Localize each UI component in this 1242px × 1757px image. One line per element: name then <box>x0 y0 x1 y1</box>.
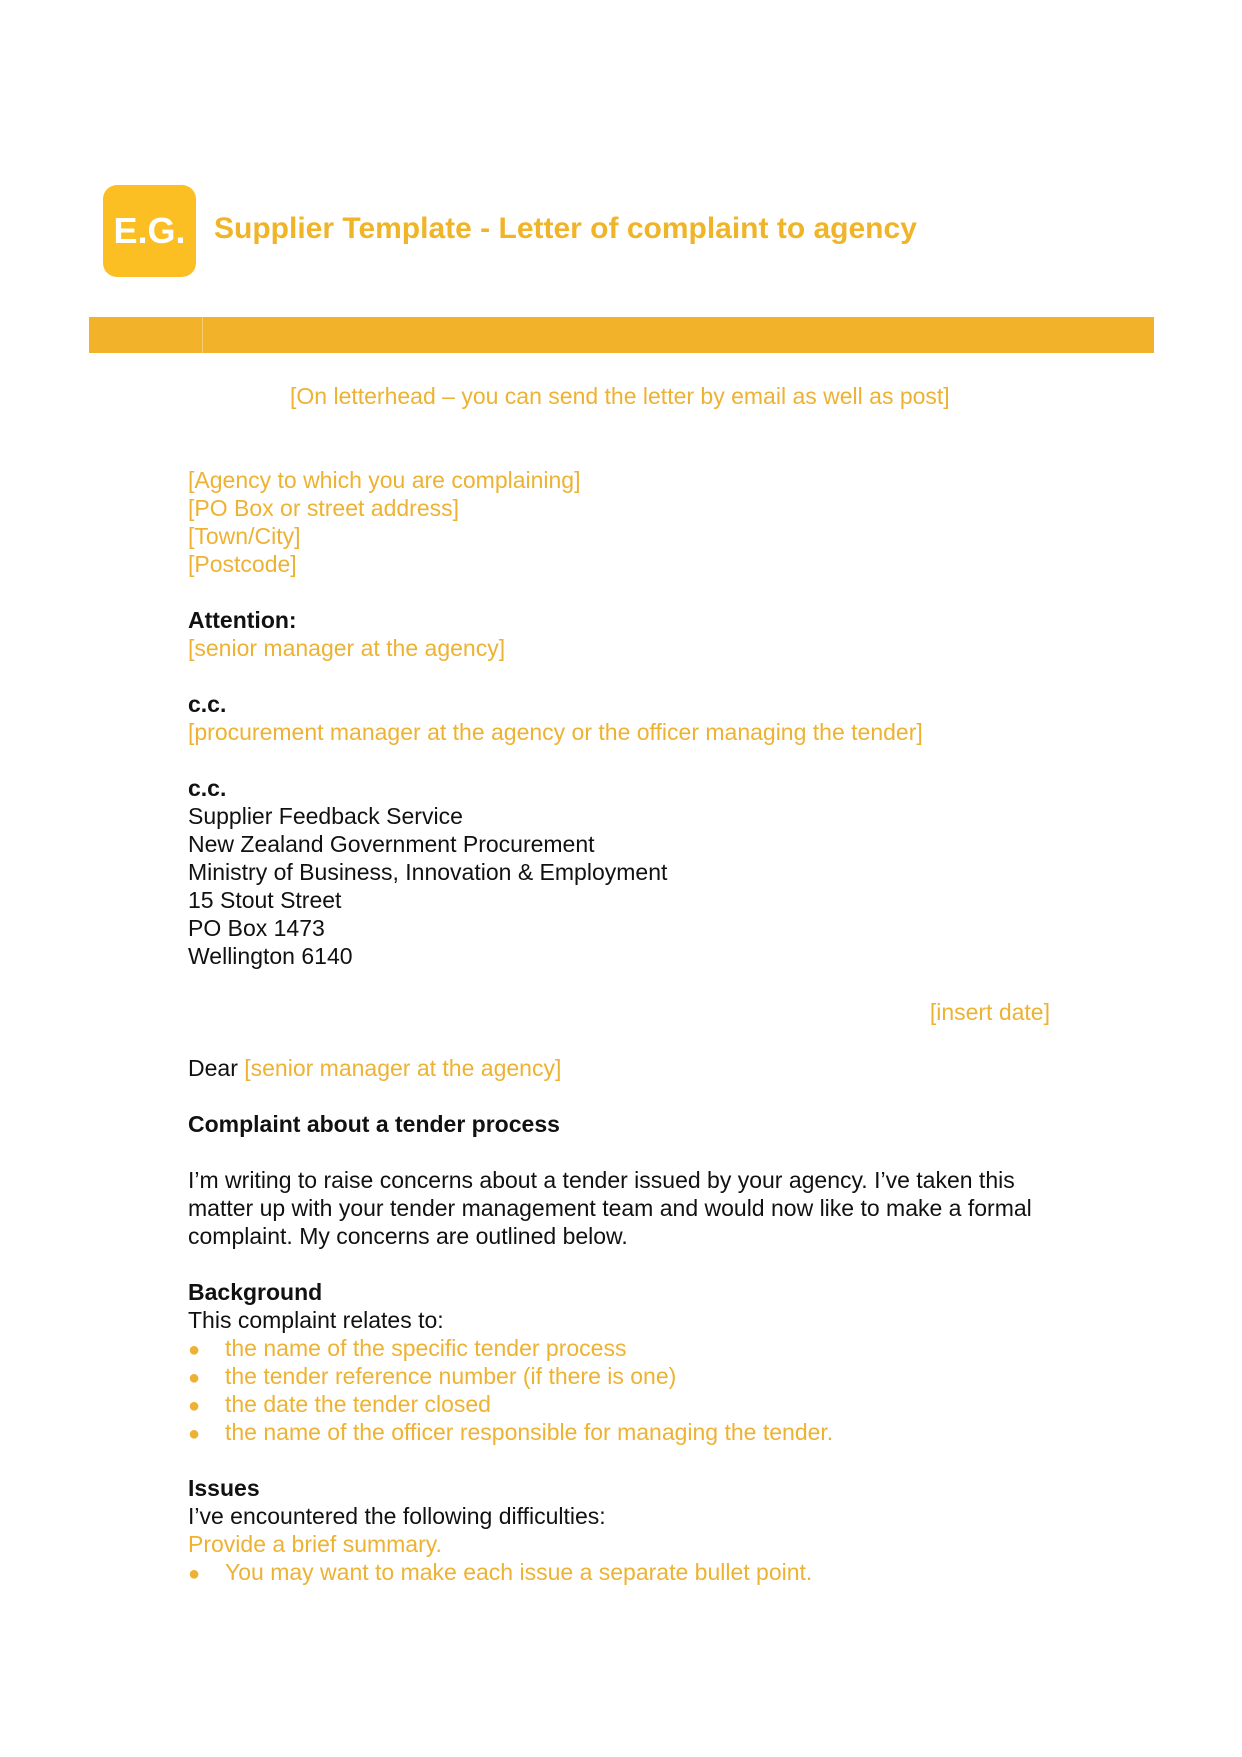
issues-heading: Issues <box>188 1475 260 1501</box>
cc-value-1: [procurement manager at the agency or the officer managing the tender] <box>188 719 923 745</box>
salutation-name: [senior manager at the agency] <box>244 1055 562 1081</box>
recipient-town: [Town/City] <box>188 523 301 549</box>
list-item: ● You may want to make each issue a separate bullet point. <box>188 1558 812 1588</box>
document-title: Supplier Template - Letter of complaint to agency <box>214 212 917 245</box>
recipient-agency: [Agency to which you are complaining] <box>188 467 581 493</box>
bullet-icon: ● <box>188 1367 201 1389</box>
bullet-icon: ● <box>188 1563 201 1585</box>
issues-summary: Provide a brief summary. <box>188 1531 442 1557</box>
cc-line: Supplier Feedback Service <box>188 803 463 829</box>
intro-line: I’m writing to raise concerns about a tender issued by your agency. I’ve taken this <box>188 1167 1015 1193</box>
cc-line: New Zealand Government Procurement <box>188 831 595 857</box>
attention-label: Attention: <box>188 607 297 633</box>
attention-value: [senior manager at the agency] <box>188 635 506 661</box>
bullet-icon: ● <box>188 1395 201 1417</box>
cc-line: 15 Stout Street <box>188 887 342 913</box>
cc-label-2: c.c. <box>188 775 227 801</box>
salutation-prefix: Dear <box>188 1055 238 1081</box>
cc-line: Ministry of Business, Innovation & Employment <box>188 859 668 885</box>
bullet-icon: ● <box>188 1339 201 1361</box>
list-item: ● the name of the specific tender process <box>188 1334 626 1364</box>
cc-line: PO Box 1473 <box>188 915 325 941</box>
cc-line: Wellington 6140 <box>188 943 353 969</box>
list-item: ● the tender reference number (if there is one) <box>188 1362 676 1392</box>
intro-line: matter up with your tender management team and would now like to make a formal <box>188 1195 1032 1221</box>
recipient-postcode: [Postcode] <box>188 551 297 577</box>
eg-logo: E.G. <box>103 185 196 277</box>
bullet-icon: ● <box>188 1423 201 1445</box>
recipient-address: [PO Box or street address] <box>188 495 460 521</box>
issues-lead: I’ve encountered the following difficulties: <box>188 1503 606 1529</box>
list-item: ● the name of the officer responsible for managing the tender. <box>188 1418 833 1448</box>
subject-line: Complaint about a tender process <box>188 1111 560 1137</box>
letterhead-note: [On letterhead – you can send the letter by email as well as post] <box>290 383 950 409</box>
background-heading: Background <box>188 1279 323 1305</box>
background-lead: This complaint relates to: <box>188 1307 444 1333</box>
salutation <box>188 1054 561 1082</box>
intro-line: complaint. My concerns are outlined below. <box>188 1223 628 1249</box>
letter-date: [insert date] <box>929 999 1050 1025</box>
cc-label-1: c.c. <box>188 691 227 717</box>
header-bar <box>89 317 1154 353</box>
list-item: ● the date the tender closed <box>188 1390 491 1420</box>
